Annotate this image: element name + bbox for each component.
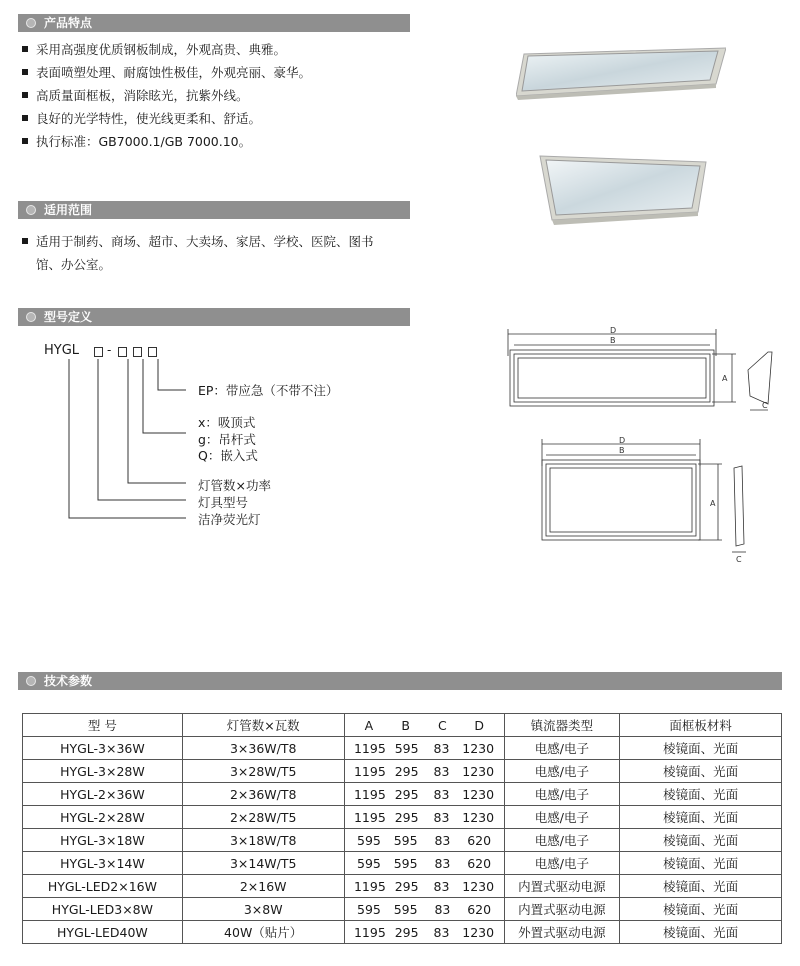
list-item: 良好的光学特性，使光线更柔和、舒适。 bbox=[22, 107, 412, 130]
cell-tubes: 3×18W/T8 bbox=[182, 829, 344, 852]
square-bullet-icon bbox=[22, 92, 28, 98]
cell-panel: 棱镜面、光面 bbox=[620, 737, 782, 760]
cell-tubes: 3×14W/T5 bbox=[182, 852, 344, 875]
cell-dims bbox=[344, 737, 504, 760]
cell-c: 83 bbox=[433, 740, 450, 756]
square-bullet-icon bbox=[22, 69, 28, 75]
legend-q: Q：嵌入式 bbox=[198, 448, 258, 463]
cell-model: HYGL-3×36W bbox=[23, 737, 183, 760]
section-title: 产品特点 bbox=[44, 16, 93, 30]
legend-g: g：吊杆式 bbox=[198, 432, 256, 447]
section-header-model bbox=[18, 308, 410, 326]
header-d: D bbox=[474, 717, 484, 733]
cell-d: 620 bbox=[467, 832, 492, 848]
bullet-circle-icon bbox=[26, 312, 36, 322]
section-title: 型号定义 bbox=[44, 310, 93, 324]
code-dash: - bbox=[107, 343, 112, 357]
cell-d: 1230 bbox=[462, 809, 495, 825]
section-title: 技术参数 bbox=[44, 674, 93, 688]
legend-tubes: 灯管数×功率 bbox=[198, 478, 271, 493]
dimension-diagram-square bbox=[534, 436, 764, 568]
section-title: 适用范围 bbox=[44, 203, 93, 217]
product-photo-long-panel bbox=[516, 40, 726, 100]
bullet-circle-icon bbox=[26, 18, 36, 28]
legend-x: x：吸顶式 bbox=[198, 415, 256, 430]
table-row bbox=[23, 921, 782, 944]
dimension-diagram-long bbox=[500, 326, 780, 416]
cell-b: 595 bbox=[393, 855, 418, 871]
list-item: 采用高强度优质钢板制成，外观高贵、典雅。 bbox=[22, 38, 412, 61]
square-bullet-icon bbox=[22, 46, 28, 52]
cell-model: HYGL-2×28W bbox=[23, 806, 183, 829]
cell-ballast: 电感/电子 bbox=[504, 737, 620, 760]
cell-panel: 棱镜面、光面 bbox=[620, 829, 782, 852]
cell-a: 1195 bbox=[353, 878, 386, 894]
table-header-row bbox=[23, 714, 782, 737]
list-item: 表面喷塑处理、耐腐蚀性极佳，外观亮丽、豪华。 bbox=[22, 61, 412, 84]
cell-ballast: 内置式驱动电源 bbox=[504, 875, 620, 898]
section-header-scope bbox=[18, 201, 410, 219]
cell-a: 1195 bbox=[353, 740, 386, 756]
cell-model: HYGL-3×14W bbox=[23, 852, 183, 875]
cell-panel: 棱镜面、光面 bbox=[620, 921, 782, 944]
table-row bbox=[23, 737, 782, 760]
cell-c: 83 bbox=[433, 763, 450, 779]
cell-a: 595 bbox=[357, 855, 381, 871]
cell-dims bbox=[344, 783, 504, 806]
features-list bbox=[22, 38, 412, 153]
model-prefix: HYGL bbox=[44, 343, 80, 358]
cell-b: 595 bbox=[394, 740, 419, 756]
table-row bbox=[23, 806, 782, 829]
cell-model: HYGL-3×18W bbox=[23, 829, 183, 852]
section-header-features bbox=[18, 14, 410, 32]
table-row bbox=[23, 852, 782, 875]
cell-a: 1195 bbox=[353, 924, 386, 940]
dim-label-a: A bbox=[722, 374, 728, 383]
cell-b: 295 bbox=[394, 786, 419, 802]
cell-model: HYGL-3×28W bbox=[23, 760, 183, 783]
header-b: B bbox=[401, 717, 410, 733]
list-item: 高质量面框板，消除眩光，抗紫外线。 bbox=[22, 84, 412, 107]
cell-tubes: 3×8W bbox=[182, 898, 344, 921]
square-bullet-icon bbox=[22, 115, 28, 121]
cell-d: 620 bbox=[467, 901, 492, 917]
cell-a: 1195 bbox=[353, 809, 386, 825]
legend-type: 灯具型号 bbox=[198, 495, 249, 510]
dim-label-d: D bbox=[619, 436, 626, 445]
cell-d: 1230 bbox=[462, 924, 495, 940]
header-a: A bbox=[364, 717, 374, 733]
legend-ep: EP：带应急（不带不注） bbox=[198, 383, 339, 398]
cell-model: HYGL-LED40W bbox=[23, 921, 183, 944]
cell-ballast: 电感/电子 bbox=[504, 806, 620, 829]
cell-b: 295 bbox=[394, 924, 419, 940]
cell-panel: 棱镜面、光面 bbox=[620, 898, 782, 921]
cell-c: 83 bbox=[433, 924, 450, 940]
dim-label-d: D bbox=[610, 326, 617, 335]
cell-panel: 棱镜面、光面 bbox=[620, 806, 782, 829]
cell-panel: 棱镜面、光面 bbox=[620, 875, 782, 898]
cell-c: 83 bbox=[433, 809, 450, 825]
dim-label-b: B bbox=[619, 446, 625, 455]
cell-c: 83 bbox=[433, 786, 450, 802]
list-item: 适用于制药、商场、超市、大卖场、家居、学校、医院、图书 bbox=[22, 230, 414, 253]
header-c: C bbox=[438, 717, 447, 733]
cell-ballast: 内置式驱动电源 bbox=[504, 898, 620, 921]
cell-c: 83 bbox=[434, 832, 451, 848]
bullet-circle-icon bbox=[26, 676, 36, 686]
cell-c: 83 bbox=[433, 878, 450, 894]
cell-d: 620 bbox=[467, 855, 492, 871]
model-leader-lines bbox=[60, 355, 200, 525]
cell-tubes: 3×36W/T8 bbox=[182, 737, 344, 760]
cell-ballast: 电感/电子 bbox=[504, 783, 620, 806]
cell-c: 83 bbox=[434, 901, 451, 917]
cell-d: 1230 bbox=[462, 878, 495, 894]
header-model: 型 号 bbox=[23, 714, 183, 737]
cell-tubes: 2×28W/T5 bbox=[182, 806, 344, 829]
cell-b: 295 bbox=[394, 763, 419, 779]
cell-ballast: 电感/电子 bbox=[504, 829, 620, 852]
table-row bbox=[23, 760, 782, 783]
cell-tubes: 40W（贴片） bbox=[182, 921, 344, 944]
header-panel: 面框板材料 bbox=[620, 714, 782, 737]
cell-b: 595 bbox=[393, 832, 418, 848]
cell-d: 1230 bbox=[462, 740, 495, 756]
section-header-specs bbox=[18, 672, 782, 690]
cell-panel: 棱镜面、光面 bbox=[620, 783, 782, 806]
cell-a: 595 bbox=[357, 832, 381, 848]
cell-b: 295 bbox=[394, 878, 419, 894]
cell-tubes: 2×36W/T8 bbox=[182, 783, 344, 806]
cell-tubes: 2×16W bbox=[182, 875, 344, 898]
cell-ballast: 电感/电子 bbox=[504, 760, 620, 783]
cell-dims bbox=[344, 829, 504, 852]
cell-ballast: 电感/电子 bbox=[504, 852, 620, 875]
cell-a: 1195 bbox=[353, 763, 386, 779]
cell-model: HYGL-LED2×16W bbox=[23, 875, 183, 898]
square-bullet-icon bbox=[22, 138, 28, 144]
table-row bbox=[23, 898, 782, 921]
cell-a: 1195 bbox=[353, 786, 386, 802]
cell-tubes: 3×28W/T5 bbox=[182, 760, 344, 783]
cell-ballast: 外置式驱动电源 bbox=[504, 921, 620, 944]
dim-label-c: C bbox=[736, 555, 742, 564]
cell-c: 83 bbox=[434, 855, 451, 871]
spec-table bbox=[22, 713, 782, 944]
dim-label-a: A bbox=[710, 499, 716, 508]
bullet-circle-icon bbox=[26, 205, 36, 215]
cell-dims bbox=[344, 852, 504, 875]
cell-b: 295 bbox=[394, 809, 419, 825]
header-ballast: 镇流器类型 bbox=[504, 714, 620, 737]
cell-panel: 棱镜面、光面 bbox=[620, 760, 782, 783]
dim-label-c: C bbox=[762, 401, 768, 410]
cell-a: 595 bbox=[357, 901, 381, 917]
header-dims bbox=[344, 714, 504, 737]
list-item: 执行标准：GB7000.1/GB 7000.10。 bbox=[22, 130, 412, 153]
cell-b: 595 bbox=[393, 901, 418, 917]
cell-dims bbox=[344, 806, 504, 829]
table-row bbox=[23, 829, 782, 852]
cell-model: HYGL-2×36W bbox=[23, 783, 183, 806]
square-bullet-icon bbox=[22, 238, 28, 244]
cell-dims bbox=[344, 875, 504, 898]
table-row bbox=[23, 875, 782, 898]
cell-model: HYGL-LED3×8W bbox=[23, 898, 183, 921]
cell-dims bbox=[344, 898, 504, 921]
header-tubes: 灯管数×瓦数 bbox=[182, 714, 344, 737]
dim-label-b: B bbox=[610, 336, 616, 345]
table-row bbox=[23, 783, 782, 806]
cell-panel: 棱镜面、光面 bbox=[620, 852, 782, 875]
product-photo-square-panel bbox=[538, 154, 708, 226]
legend-name: 洁净荧光灯 bbox=[198, 512, 261, 527]
cell-d: 1230 bbox=[462, 763, 495, 779]
list-item: 馆、办公室。 bbox=[36, 257, 112, 272]
cell-d: 1230 bbox=[462, 786, 495, 802]
scope-list bbox=[22, 230, 414, 276]
cell-dims bbox=[344, 760, 504, 783]
cell-dims bbox=[344, 921, 504, 944]
